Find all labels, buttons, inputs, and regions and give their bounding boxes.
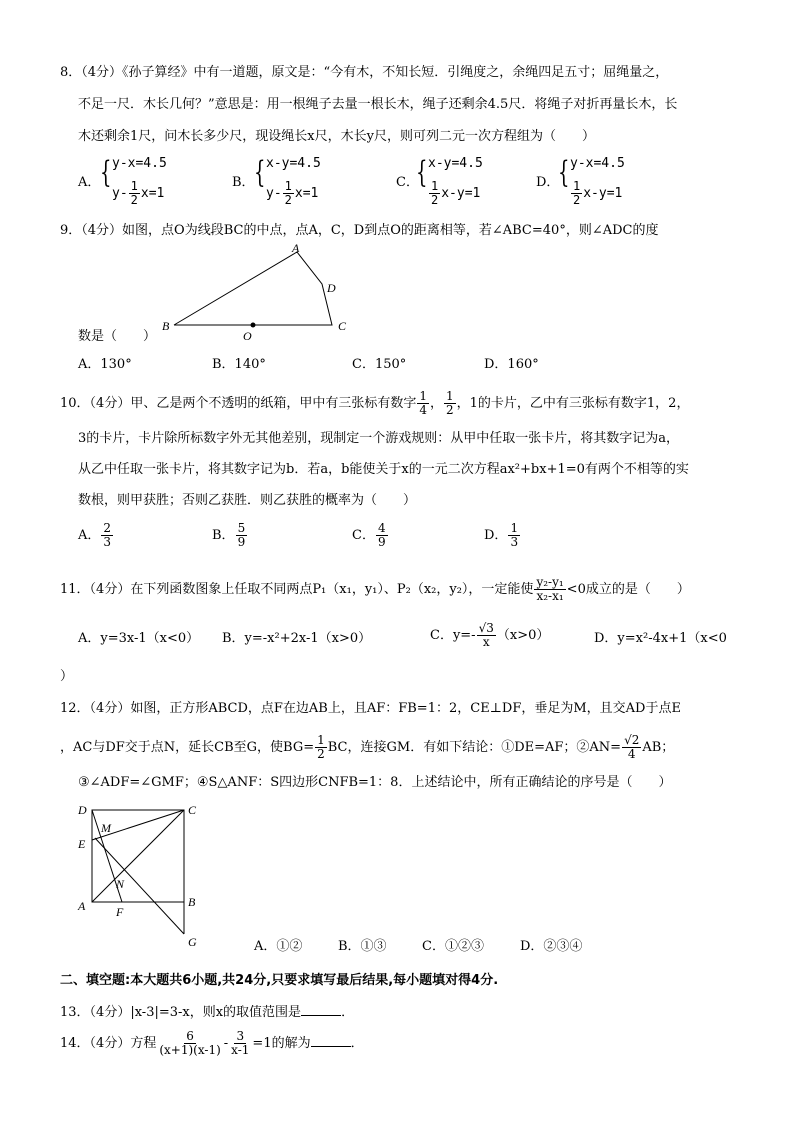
label-d: D: [327, 281, 336, 295]
q12-option-d[interactable]: D．②③④: [520, 939, 583, 954]
q10-option-d[interactable]: D． $\frac{1}{3}$: [484, 521, 519, 549]
label-c: C: [188, 803, 197, 817]
equation-1: x-y=4.5: [428, 156, 483, 171]
brace-icon: {: [558, 155, 570, 190]
equation-1: x-y=4.5: [266, 156, 321, 171]
q11-option-d-end: ）: [60, 669, 74, 684]
equation-2: y- $\frac{1}{2}$ x=1: [112, 179, 165, 207]
q10-line4: 数根，则甲获胜；否则乙获胜．则乙获胜的概率为（ ）: [78, 493, 417, 508]
label-d: D: [78, 803, 87, 817]
label-e: E: [78, 837, 86, 851]
brace-icon: {: [416, 155, 428, 190]
answer-blank[interactable]: [301, 1002, 341, 1016]
q8-line1: 8．（4分）《孙子算经》中有一道题，原文是：“今有木，不知长短．引绳度之，余绳四足五寸；屈绳量之，: [60, 65, 669, 80]
label-a: A: [78, 899, 86, 913]
answer-blank[interactable]: [311, 1033, 351, 1047]
equation-2: $\frac{1}{2}$ x-y=1: [431, 179, 481, 207]
q9-line2: 数是（ ）: [78, 329, 157, 344]
label-o: O: [243, 329, 252, 343]
option-label: D．: [536, 175, 560, 190]
label-b: B: [188, 895, 196, 909]
equation-2: y- $\frac{1}{2}$ x=1: [266, 179, 319, 207]
brace-icon: {: [100, 155, 112, 190]
q12-line1: 12．（4分）如图，正方形ABCD，点F在边AB上，且AF：FB=1：2，CE⊥DF，垂足为M，且交AD于点E: [60, 701, 681, 716]
option-label: A．: [78, 175, 101, 190]
q12-option-a[interactable]: A．①②: [254, 939, 303, 954]
q12-figure: [70, 800, 210, 950]
option-label: C．: [396, 175, 419, 190]
q10-line1: 10．（4分）甲、乙是两个不透明的纸箱，甲中有三张标有数字 $\frac{1}{4}$ ， $\frac{1}{2}$ ，1的卡片，乙中有三张标有数字1，2，: [60, 389, 690, 417]
label-m: M: [101, 821, 111, 835]
label-b: B: [162, 319, 170, 333]
q11-option-b[interactable]: B．y=-x²+2x-1（x>0）: [222, 631, 372, 646]
q11-line1: 11．（4分）在下列函数图象上任取不同两点P₁（x₁，y₁）、P₂（x₂，y₂），一定能使 $\frac{\text{y₂-y₁}}{\text{x₂-x₁}}$ <0成立的是（ ）: [60, 575, 690, 603]
brace-icon: {: [254, 155, 266, 190]
q10-line2: 3的卡片，卡片除所标数字外无其他差别，现制定一个游戏规则：从甲中任取一张卡片，将其数字记为a，: [78, 431, 680, 446]
q12-line2: ，AC与DF交于点N，延长CB至G，使BG= $\frac{1}{2}$ BC，连接GM．有如下结论：①DE=AF；②AN= $\frac{√2}{4}$ AB；: [60, 733, 675, 761]
q9-option-d[interactable]: D．160°: [484, 357, 539, 372]
equation-2: $\frac{1}{2}$ x-y=1: [573, 179, 623, 207]
q11-option-c[interactable]: C．y=- $\frac{√3}{x}$ （x>0）: [430, 621, 550, 649]
section-2-heading: 二、填空题:本大题共6小题,共24分,只要求填写最后结果,每小题填对得4分.: [60, 973, 499, 988]
q14-line: 14．（4分）方程 $\frac{6}{(x+1)(x-1)}$ - $\frac{3}{x-1}$ =1的解为 ．: [60, 1029, 364, 1057]
equation-1: y-x=4.5: [570, 156, 625, 171]
q8-line3: 木还剩余1尺，问木长多少尺，现设绳长x尺，木长y尺，则可列二元一次方程组为（ ）: [78, 129, 595, 144]
q10-option-b[interactable]: B． $\frac{5}{9}$: [212, 521, 246, 549]
q10-line3: 从乙中任取一张卡片，将其数字记为b．若a，b能使关于x的一元二次方程ax²+bx+1=0有两个不相等的实: [78, 462, 689, 477]
q10-option-c[interactable]: C． $\frac{4}{9}$: [352, 521, 386, 549]
q13-line: 13．（4分）|x-3|=3-x，则x的取值范围是 ．: [60, 1002, 354, 1022]
label-f: F: [116, 905, 124, 919]
q11-option-a[interactable]: A．y=3x-1（x<0）: [78, 631, 200, 646]
q10-option-a[interactable]: A． $\frac{2}{3}$: [78, 521, 112, 549]
label-n: N: [116, 877, 125, 891]
q11-option-d[interactable]: D．y=x²-4x+1（x<0: [594, 631, 727, 646]
q9-figure: [150, 244, 360, 344]
q9-option-c[interactable]: C．150°: [352, 357, 407, 372]
q8-line2: 不足一尺．木长几何？”意思是：用一根绳子去量一根长木，绳子还剩余4.5尺．将绳子对折再量长木，长: [78, 97, 678, 112]
label-a: A: [292, 244, 300, 255]
point-o: [251, 323, 256, 328]
q9-option-b[interactable]: B．140°: [212, 357, 266, 372]
q12-line3: ③∠ADF=∠GMF；④S△ANF：S四边形CNFB=1：8．上述结论中，所有正确结论的序号是（ ）: [78, 775, 672, 790]
q12-option-c[interactable]: C．①②③: [422, 939, 484, 954]
q12-option-b[interactable]: B．①③: [338, 939, 387, 954]
equation-1: y-x=4.5: [112, 156, 167, 171]
q9-line1: 9．（4分）如图，点O为线段BC的中点，点A，C，D到点O的距离相等，若∠ABC=40°，则∠ADC的度: [60, 223, 659, 238]
option-label: B．: [232, 175, 255, 190]
label-c: C: [338, 319, 347, 333]
q9-option-a[interactable]: A．130°: [78, 357, 132, 372]
label-g: G: [188, 935, 197, 949]
